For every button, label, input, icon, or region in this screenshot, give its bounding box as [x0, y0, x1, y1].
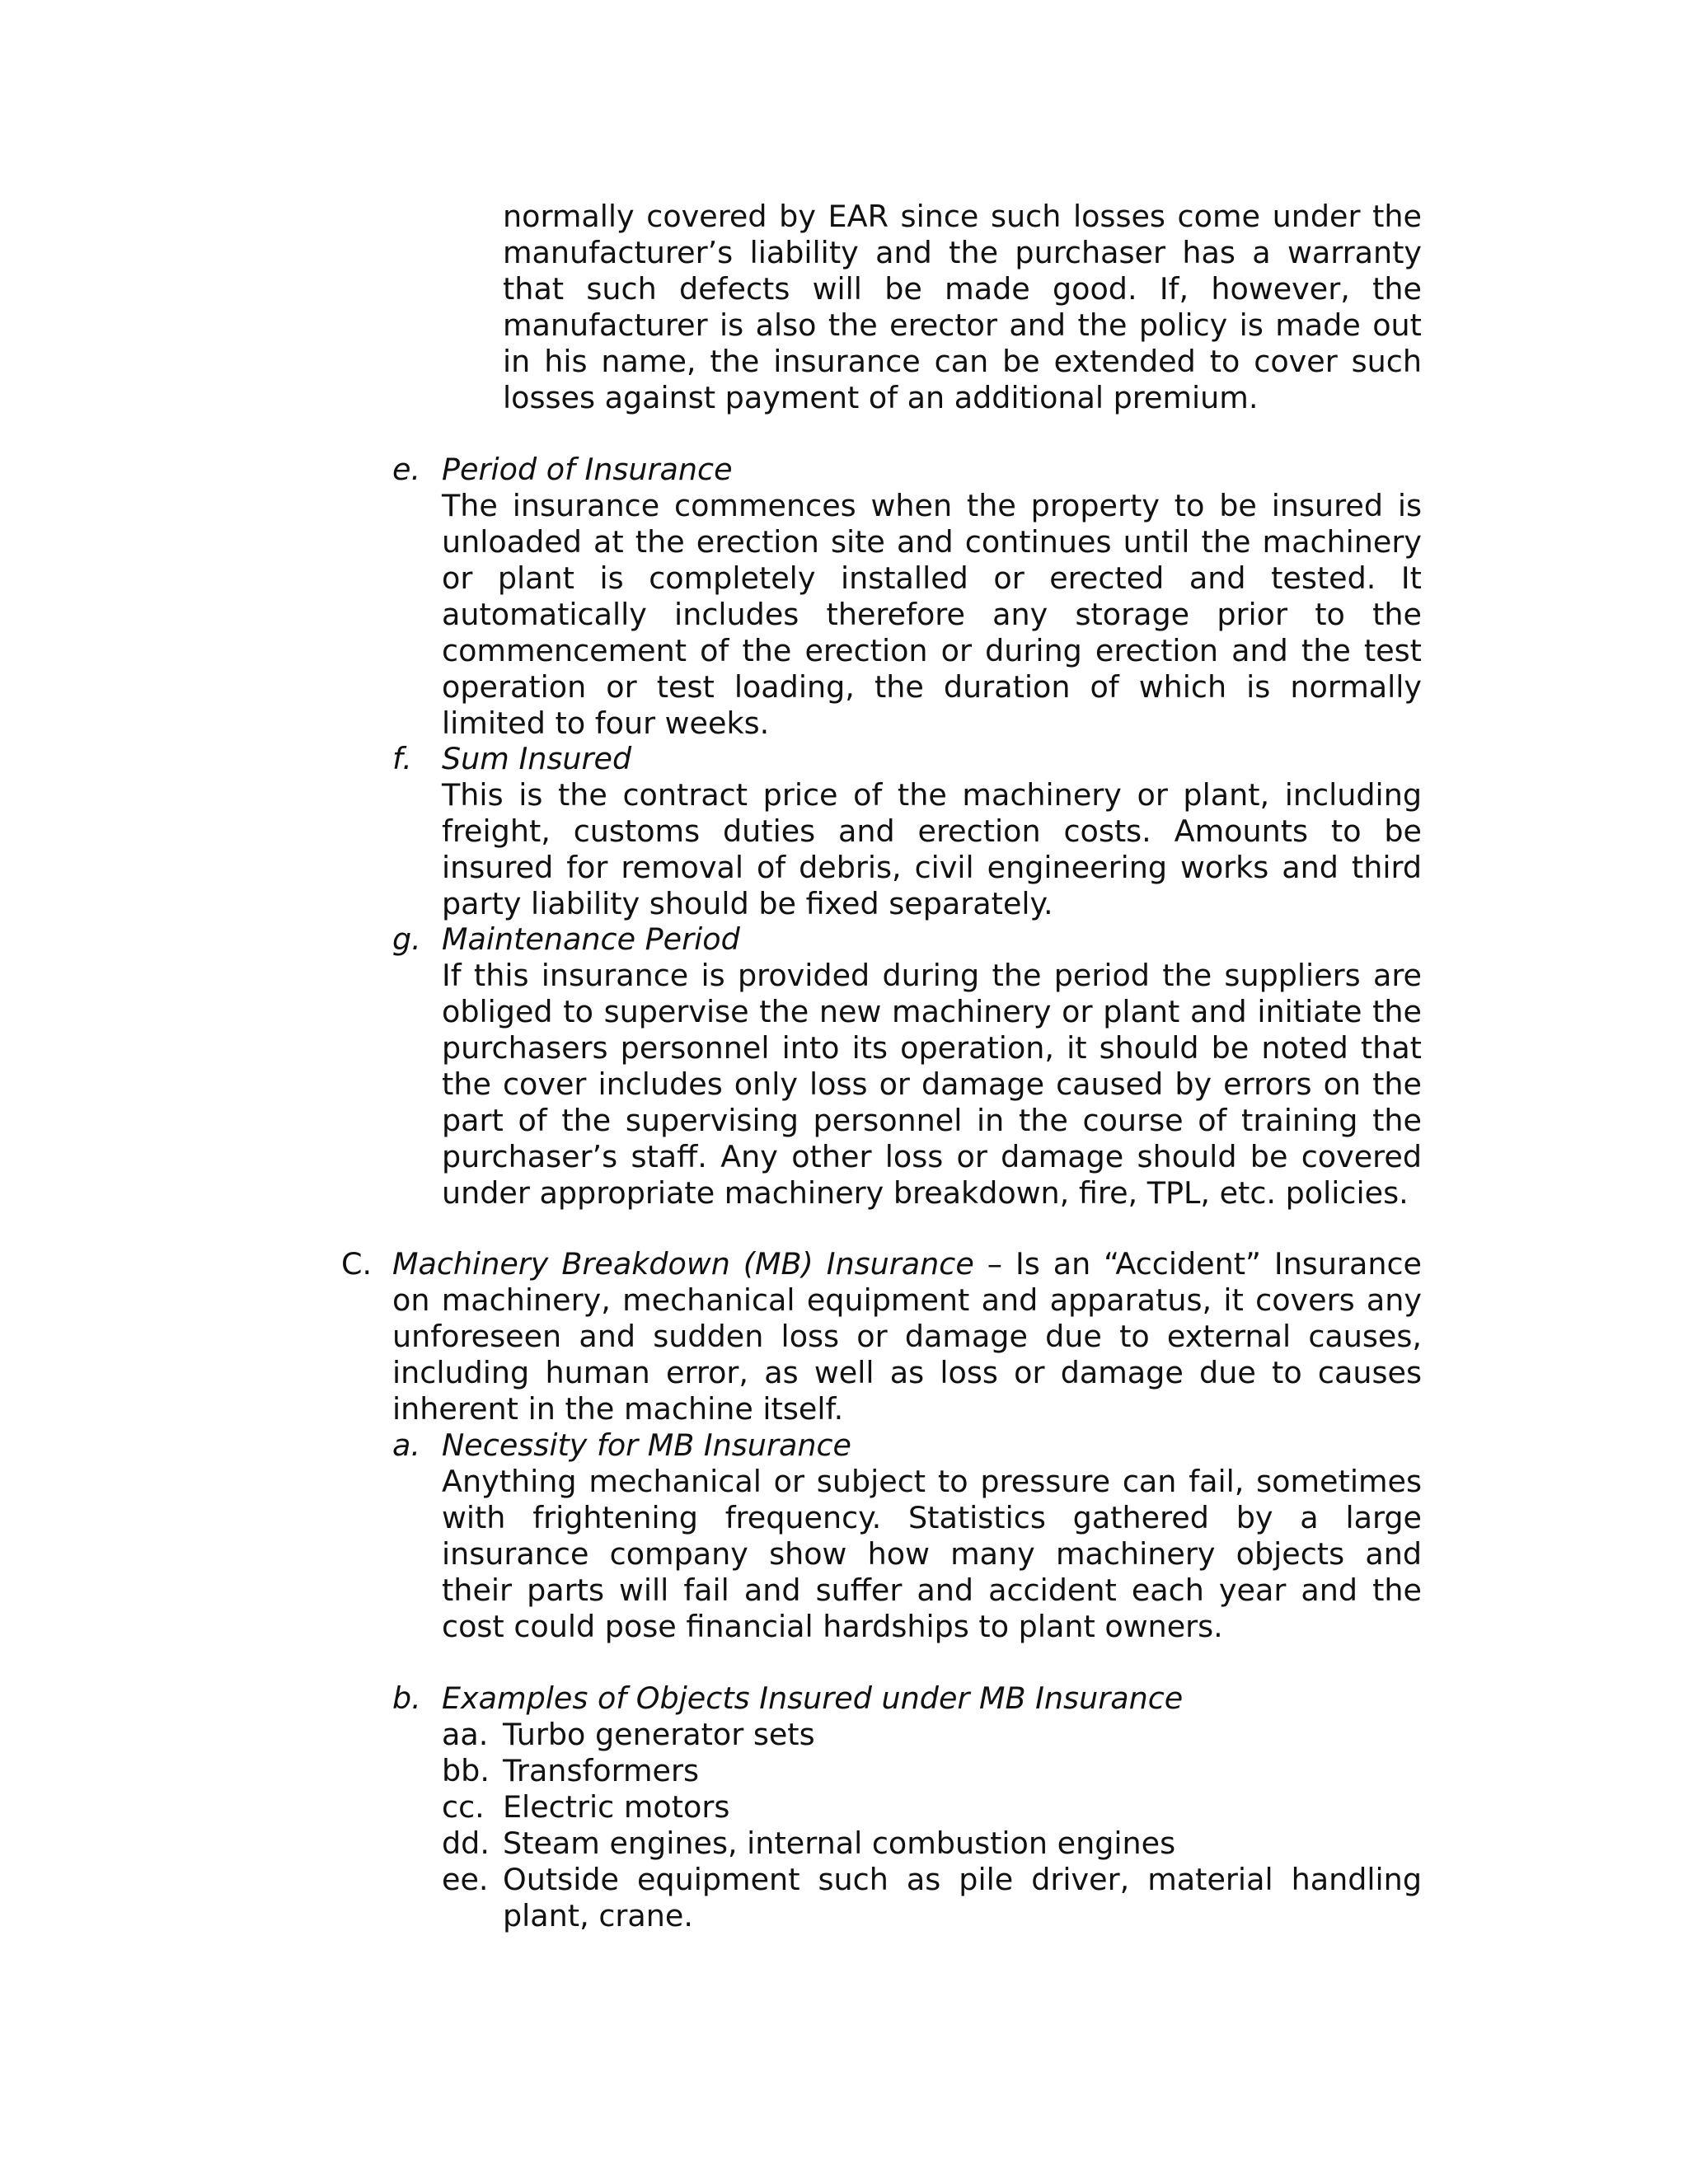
- list-marker: dd.: [442, 1825, 490, 1861]
- item-heading-maintenance-period: Maintenance Period: [442, 921, 740, 957]
- list-text: Electric motors: [503, 1789, 730, 1825]
- continuation-paragraph: normally covered by EAR since such losses come under the manufacturer’s liability and the purchaser has a warranty that such defects will be made good. If, however, the manufacturer is also the erector and the policy is made out in his name, the insurance can be extended to cover such losses against payment of an additional premium.: [503, 199, 1422, 415]
- item-marker-a: a.: [392, 1427, 420, 1463]
- item-marker-f: f.: [392, 741, 412, 776]
- item-body-necessity-for-mb: Anything mechanical or subject to pressure can fail, sometimes with frightening frequency. Statistics gathered by a large insurance company show how many machinery objects and their parts will fail and suffer and accident each year and the cost could pose financial hardships to plant owners.: [442, 1464, 1422, 1644]
- item-heading-sum-insured: Sum Insured: [442, 741, 632, 776]
- section-c-text: – Is an “Accident” Insurance on machinery, mechanical equipment and apparatus, it covers any unforeseen and sudden loss or damage due to external causes, including human error, as well as loss or damage due to causes inherent in the machine itself.: [392, 1246, 1422, 1427]
- item-heading-necessity-for-mb: Necessity for MB Insurance: [442, 1427, 851, 1463]
- list-item-cc: [442, 1789, 1422, 1825]
- item-marker-g: g.: [392, 921, 421, 957]
- section-marker-c: C.: [341, 1246, 373, 1282]
- list-text: Transformers: [503, 1753, 700, 1788]
- item-heading-examples-of-objects: Examples of Objects Insured under MB Insurance: [442, 1680, 1184, 1716]
- list-marker: aa.: [442, 1717, 489, 1752]
- list-marker: cc.: [442, 1789, 485, 1825]
- item-body-sum-insured: This is the contract price of the machinery or plant, including freight, customs duties and erection costs. Amounts to be insured for removal of debris, civil engineering works and third party liability should be fixed separately.: [442, 777, 1422, 921]
- list-marker: bb.: [442, 1753, 490, 1788]
- list-item-aa: [442, 1717, 1422, 1753]
- list-item-bb: [442, 1753, 1422, 1789]
- item-marker-e: e.: [392, 452, 421, 487]
- list-item-ee: [442, 1862, 1422, 1934]
- list-text: Steam engines, internal combustion engines: [503, 1825, 1176, 1861]
- item-body-period-of-insurance: The insurance commences when the property to be insured is unloaded at the erection site and continues until the machinery or plant is completely installed or erected and tested. It automatically includes therefore any storage prior to the commencement of the erection or during erection and the test operation or test loading, the duration of which is normally limited to four weeks.: [442, 488, 1422, 741]
- list-marker: ee.: [442, 1862, 489, 1897]
- section-c-title: Machinery Breakdown (MB) Insurance: [392, 1246, 974, 1282]
- item-heading-period-of-insurance: Period of Insurance: [442, 452, 733, 487]
- list-item-dd: [442, 1825, 1422, 1862]
- item-marker-b: b.: [392, 1680, 421, 1716]
- list-text: Turbo generator sets: [503, 1717, 815, 1752]
- item-body-maintenance-period: If this insurance is provided during the period the suppliers are obliged to supervise the new machinery or plant and initiate the purchasers personnel into its operation, it should be noted that the cover includes only loss or damage caused by errors on the part of the supervising personnel in the course of training the purchaser’s staff. Any other loss or damage should be covered under appropriate machinery breakdown, fire, TPL, etc. policies.: [442, 958, 1422, 1211]
- section-c-paragraph: [392, 1246, 1422, 1427]
- list-text: Outside equipment such as pile driver, material handling plant, crane.: [503, 1862, 1422, 1933]
